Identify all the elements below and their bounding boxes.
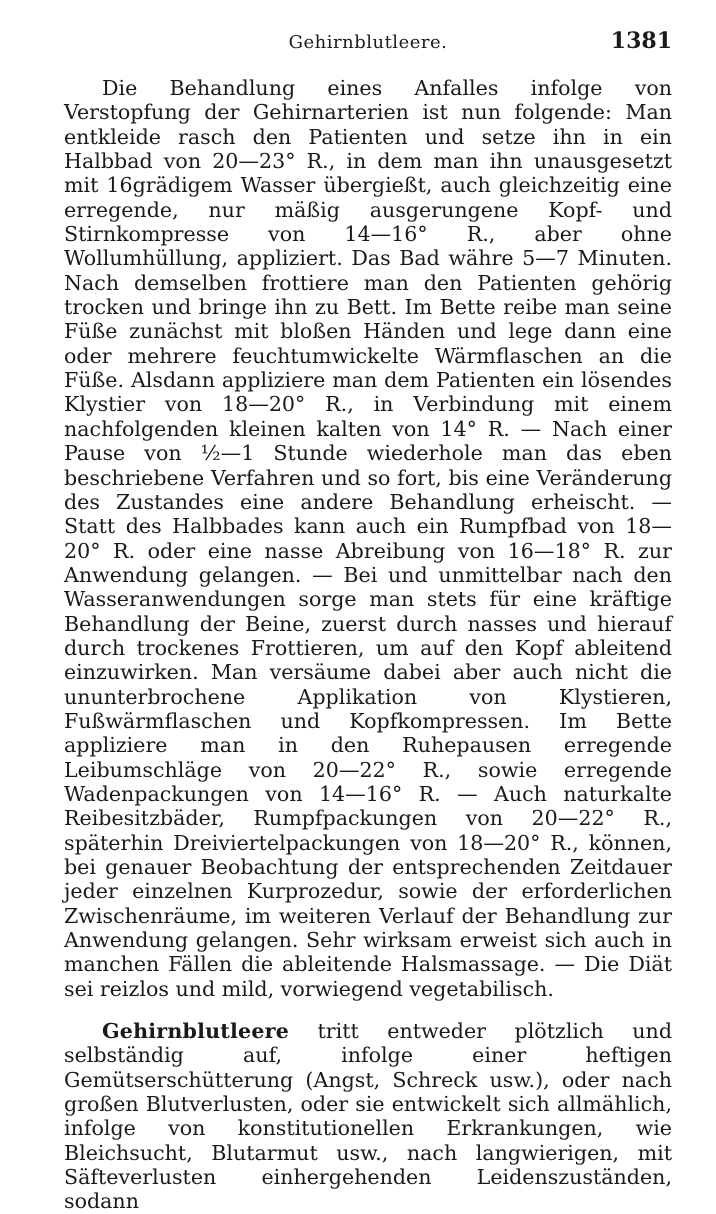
body-text	[64, 76, 672, 1214]
lead-term: Gehirnblutleere	[102, 1019, 289, 1044]
page-header	[64, 24, 672, 64]
paragraph-text: tritt entweder plötzlich und selbständig auf, infolge einer heftigen Gemütserschütterung (Angst, Schreck usw.), oder nach großen Blutverlusten, oder sie entwickelt sich allmählich, infolge von konstitutionellen Erkrankungen, wie Bleichsucht, Blutarmut usw., nach langwierigen, mit Säfteverlusten einhergehenden Leidenszuständen, sodann	[64, 1019, 672, 1214]
paragraph-gehirnblutleere	[64, 1019, 672, 1214]
paragraph-treatment	[64, 76, 672, 1001]
paragraph-text: Die Behandlung eines Anfalles infolge von Verstopfung der Gehirnarterien ist nun folgende: Man entkleide rasch den Patienten und setze ihn in ein Halbbad von 20—23° R., in dem man ihn unausgesetzt mit 16grädigem Wasser übergießt, auch gleichzeitig eine erregende, nur mäßig ausgerungene Kopf- und Stirnkompresse von 14—16° R., aber ohne Wollumhüllung, appliziert. Das Bad währe 5—7 Minuten. Nach demselben frottiere man den Patienten gehörig trocken und bringe ihn zu Bett. Im Bette reibe man seine Füße zunächst mit bloßen Händen und lege dann eine oder mehrere feuchtumwickelte Wärmflaschen an die Füße. Alsdann appliziere man dem Patienten ein lösendes Klystier von 18—20° R., in Verbindung mit einem nachfolgenden kleinen kalten von 14° R. — Nach einer Pause von ½—1 Stunde wiederhole man das eben beschriebene Verfahren und so fort, bis eine Veränderung des Zustandes eine andere Behandlung erheischt. — Statt des Halbbades kann auch ein Rumpfbad von 18—20° R. oder eine nasse Abreibung von 16—18° R. zur Anwendung gelangen. — Bei und unmittelbar nach den Wasseranwendungen sorge man stets für eine kräftige Behandlung der Beine, zuerst durch nasses und hierauf durch trockenes Frottieren, um auf den Kopf ableitend einzuwirken. Man versäume dabei aber auch nicht die ununterbrochene Applikation von Klystieren, Fußwärmflaschen und Kopfkompressen. Im Bette appliziere man in den Ruhepausen erregende Leibumschläge von 20—22° R., sowie erregende Wadenpackungen von 14—16° R. — Auch naturkalte Reibesitzbäder, Rumpfpackungen von 20—22° R., späterhin Dreiviertelpackungen von 18—20° R., können, bei genauer Beobachtung der entsprechenden Zeitdauer jeder einzelnen Kurprozedur, sowie der erforderlichen Zwischenräume, im weiteren Verlauf der Behandlung zur Anwendung gelangen. Sehr wirksam erweist sich auch in manchen Fällen die ableitende Halsmassage. — Die Diät sei reizlos und mild, vorwiegend vegetabilisch.	[64, 76, 672, 1001]
page-number: 1381	[610, 28, 672, 54]
running-title: Gehirnblutleere.	[288, 32, 448, 53]
